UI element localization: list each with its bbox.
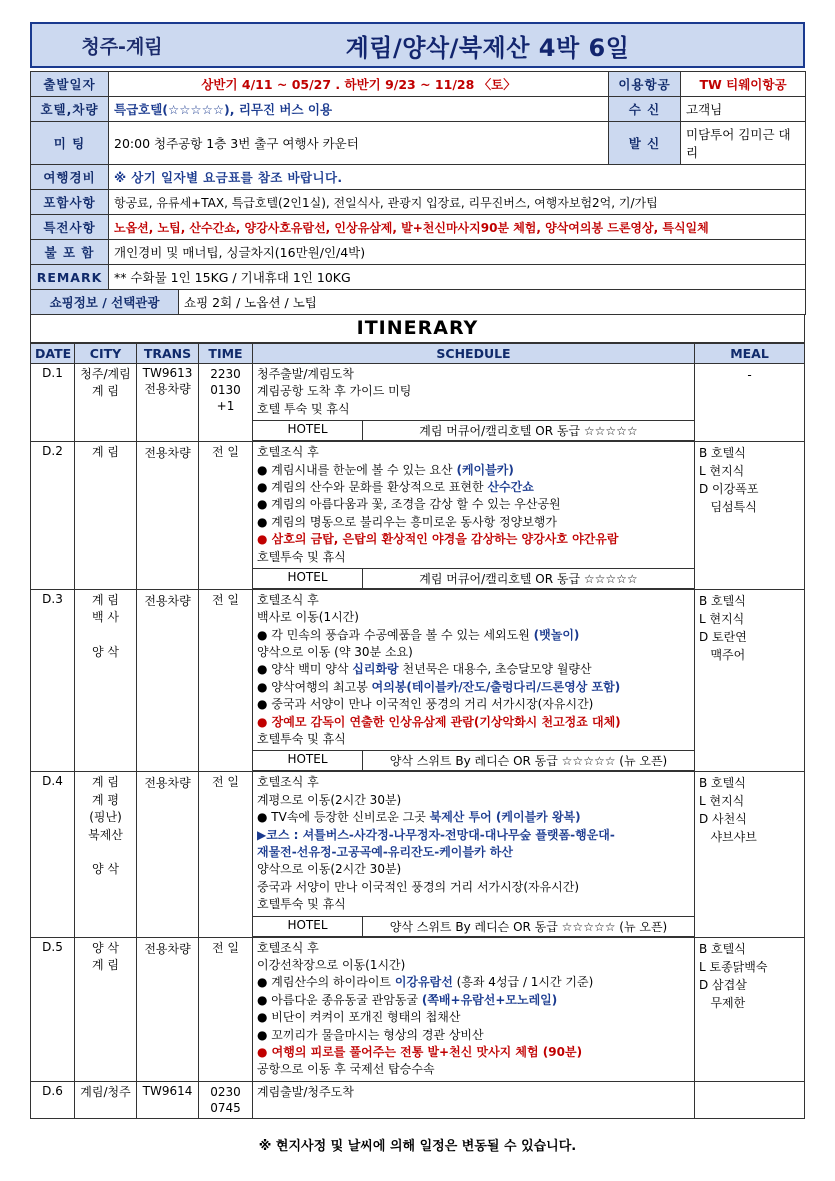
col-date: DATE — [31, 344, 75, 364]
day-city: 계 림 백 사 양 삭 — [75, 589, 137, 772]
info-row-exclude — [31, 240, 806, 265]
day-time: 0230 0745 — [199, 1081, 253, 1118]
day-time: 전 일 — [199, 937, 253, 1081]
col-trans: TRANS — [137, 344, 199, 364]
day-meal: - — [695, 364, 805, 442]
airline-value: TW 티웨이항공 — [681, 72, 806, 97]
col-time: TIME — [199, 344, 253, 364]
itinerary-body — [31, 364, 805, 1119]
hotel-box-label: HOTEL — [253, 751, 363, 770]
info-row-remark — [31, 265, 806, 290]
hotel-box-label: HOTEL — [253, 917, 363, 936]
day-time: 전 일 — [199, 442, 253, 590]
col-meal: MEAL — [695, 344, 805, 364]
hotel-vehicle-label: 호텔,차량 — [31, 97, 109, 122]
itinerary-table — [30, 343, 805, 1119]
day-schedule: 호텔조식 후 백사로 이동(1시간) ● 각 민속의 풍습과 수공예품을 볼 수 있는 세외도원 (뱃놀이) 양삭으로 이동 (약 30분 소요) ● 양삭 백미 양삭 십리화랑 천년묵은 대용수, 초승달모양 월량산 ● 양삭여행의 최고봉 여의봉(테이블카/잔도/출렁다리/드론영상 포함) ● 중국과 서양이 만나 이국적인 풍경의 거리 서가시장(자유시간) ● 장예모 감독이 연출한 인상유삼제 관람(기상악화시 천고정죠 대체) 호텔투숙 및 휴식 HOTEL 양삭 스위트 By 레디슨 OR 동급 ☆☆☆☆☆ (뉴 오픈) — [253, 589, 695, 772]
day-date: D.3 — [31, 589, 75, 772]
day-trans: 전용차량 — [137, 772, 199, 937]
hotel-info-box — [252, 568, 695, 589]
departure-date-label: 출발일자 — [31, 72, 109, 97]
col-city: CITY — [75, 344, 137, 364]
day-trans: TW9614 — [137, 1081, 199, 1118]
info-row-include — [31, 190, 806, 215]
info-row-special — [31, 215, 806, 240]
itinerary-title: ITINERARY — [30, 315, 805, 343]
itinerary-row — [31, 1081, 805, 1118]
special-value: 노옵션, 노팁, 산수간쇼, 양강사호유람선, 인상유삼제, 발+천신마사지90분 체험, 양삭여의봉 드론영상, 특식일체 — [109, 215, 806, 240]
exclude-value: 개인경비 및 매너팁, 싱글차지(16만원/인/4박) — [109, 240, 806, 265]
info-row-hotel — [31, 97, 806, 122]
day-schedule: 호텔조식 후 이강선착장으로 이동(1시간) ● 계림산수의 하이라이트 이강유람선 (흥좌 4성급 / 1시간 기준) ● 아름다운 종유동굴 관암동굴 (쪽배+유람선+모노레일) ● 비단이 켜켜이 포개진 형태의 첩채산 ● 꼬끼리가 물을마시는 형상의 경관 상비산 ● 여행의 피로를 풀어주는 전통 발+천신 맛사지 체험 (90분) 공항으로 이동 후 국제선 탑승수속 — [253, 937, 695, 1081]
route-label: 청주-계림 — [81, 35, 163, 58]
title-banner — [30, 22, 805, 68]
tour-title: 계림/양삭/북제산 4박 6일 — [345, 33, 630, 62]
day-date: D.1 — [31, 364, 75, 442]
day-city: 계 림 계 평 (핑난) 북제산 양 삭 — [75, 772, 137, 937]
day-meal: B 호텔식 L 현지식 D 이강폭포 딤섬특식 — [695, 442, 805, 590]
day-time: 전 일 — [199, 772, 253, 937]
day-trans: 전용차량 — [137, 589, 199, 772]
day-schedule: 호텔조식 후 계평으로 이동(2시간 30분) ● TV속에 등장한 신비로운 그곳 북제산 투어 (케이블카 왕복) ▶코스 : 셔틀버스-사각정-나무정자-전망대-대나무숲 플랫폼-행운대- 재물전-선유정-고공곡예-유리잔도-케이블카 하산 양삭으로 이동(2시간 30분) 중국과 서양이 만나 이국적인 풍경의 거리 서가시장(자유시간) 호텔투숙 및 휴식 HOTEL 양삭 스위트 By 레디슨 OR 동급 ☆☆☆☆☆ (뉴 오픈) — [253, 772, 695, 937]
hotel-box-value: 양삭 스위트 By 레디슨 OR 동급 ☆☆☆☆☆ (뉴 오픈) — [389, 919, 668, 934]
fee-value: ※ 상기 일자별 요금표를 참조 바랍니다. — [109, 165, 806, 190]
info-table — [30, 71, 806, 315]
day-city: 양 삭 계 림 — [75, 937, 137, 1081]
itinerary-row — [31, 772, 805, 937]
hotel-info-box — [252, 916, 695, 937]
day-schedule: 청주출발/계림도착 계림공항 도착 후 가이드 미팅 호텔 투숙 및 휴식 HOTEL 계림 머큐어/캘리호텔 OR 동급 ☆☆☆☆☆ — [253, 364, 695, 442]
shopping-value: 쇼핑 2회 / 노옵션 / 노팁 — [179, 290, 806, 315]
day-city: 청주/계림 계 림 — [75, 364, 137, 442]
day-trans: TW9613 전용차량 — [137, 364, 199, 442]
sender-label: 발 신 — [609, 122, 681, 165]
hotel-box-value: 양삭 스위트 By 레디슨 OR 동급 ☆☆☆☆☆ (뉴 오픈) — [389, 754, 668, 769]
hotel-box-value: 계림 머큐어/캘리호텔 OR 동급 ☆☆☆☆☆ — [419, 424, 638, 439]
day-time: 전 일 — [199, 589, 253, 772]
itinerary-header-row — [31, 344, 805, 364]
info-row-departure — [31, 72, 806, 97]
itinerary-row — [31, 589, 805, 772]
itinerary-row — [31, 937, 805, 1081]
airline-label: 이용항공 — [609, 72, 681, 97]
include-label: 포함사항 — [31, 190, 109, 215]
day-meal: B 호텔식 L 현지식 D 사천식 샤브샤브 — [695, 772, 805, 937]
day-date: D.5 — [31, 937, 75, 1081]
receiver-label: 수 신 — [609, 97, 681, 122]
meeting-value: 20:00 청주공항 1층 3번 출구 여행사 카운터 — [109, 122, 609, 165]
day-date: D.6 — [31, 1081, 75, 1118]
fee-label: 여행경비 — [31, 165, 109, 190]
hotel-box-label: HOTEL — [253, 569, 363, 588]
sender-value: 미담투어 김미근 대리 — [681, 122, 806, 165]
day-trans: 전용차량 — [137, 442, 199, 590]
departure-date-value: 상반기 4/11 ~ 05/27 . 하반기 9/23 ~ 11/28 〈토〉 — [109, 72, 609, 97]
footnote: ※ 현지사정 및 날씨에 의해 일정은 변동될 수 있습니다. — [258, 1139, 577, 1155]
day-date: D.4 — [31, 772, 75, 937]
meeting-label: 미 팅 — [31, 122, 109, 165]
receiver-value: 고객님 — [681, 97, 806, 122]
day-date: D.2 — [31, 442, 75, 590]
shopping-label: 쇼핑정보 / 선택관광 — [31, 290, 179, 315]
hotel-info-box — [252, 750, 695, 771]
info-row-fee — [31, 165, 806, 190]
exclude-label: 불 포 함 — [31, 240, 109, 265]
hotel-vehicle-value: 특급호텔(☆☆☆☆☆), 리무진 버스 이용 — [109, 97, 609, 122]
hotel-box-label: HOTEL — [253, 421, 363, 440]
remark-label: REMARK — [31, 265, 109, 290]
day-schedule: 계림출발/청주도착 — [253, 1081, 695, 1118]
include-value: 항공료, 유류세+TAX, 특급호텔(2인1실), 전일식사, 관광지 입장료, 리무진버스, 여행자보험2억, 기/가팁 — [109, 190, 806, 215]
day-meal: B 호텔식 L 현지식 D 토란연 맥주어 — [695, 589, 805, 772]
day-city: 계림/청주 — [75, 1081, 137, 1118]
day-meal: B 호텔식 L 토종닭백숙 D 삼겹살 무제한 — [695, 937, 805, 1081]
day-trans: 전용차량 — [137, 937, 199, 1081]
info-row-shopping — [31, 290, 806, 315]
hotel-info-box — [252, 420, 695, 441]
day-meal — [695, 1081, 805, 1118]
day-city: 계 림 — [75, 442, 137, 590]
remark-value: ** 수화물 1인 15KG / 기내휴대 1인 10KG — [109, 265, 806, 290]
hotel-box-value: 계림 머큐어/캘리호텔 OR 동급 ☆☆☆☆☆ — [419, 571, 638, 586]
day-schedule: 호텔조식 후 ● 계림시내를 한눈에 볼 수 있는 요산 (케이블카) ● 계림의 산수와 문화를 환상적으로 표현한 산수간쇼 ● 계림의 아름다움과 꽃, 조경을 감상 할 수 있는 우산공원 ● 계림의 명동으로 불리우는 흥미로운 동사항 정양보행가 ● 삼호의 금탑, 은탑의 환상적인 야경을 감상하는 양강사호 야간유람 호텔투숙 및 휴식 HOTEL 계림 머큐어/캘리호텔 OR 동급 ☆☆☆☆☆ — [253, 442, 695, 590]
special-label: 특전사항 — [31, 215, 109, 240]
info-row-meeting — [31, 122, 806, 165]
itinerary-row — [31, 442, 805, 590]
itinerary-row — [31, 364, 805, 442]
day-time: 2230 0130 +1 — [199, 364, 253, 442]
col-schedule: SCHEDULE — [253, 344, 695, 364]
